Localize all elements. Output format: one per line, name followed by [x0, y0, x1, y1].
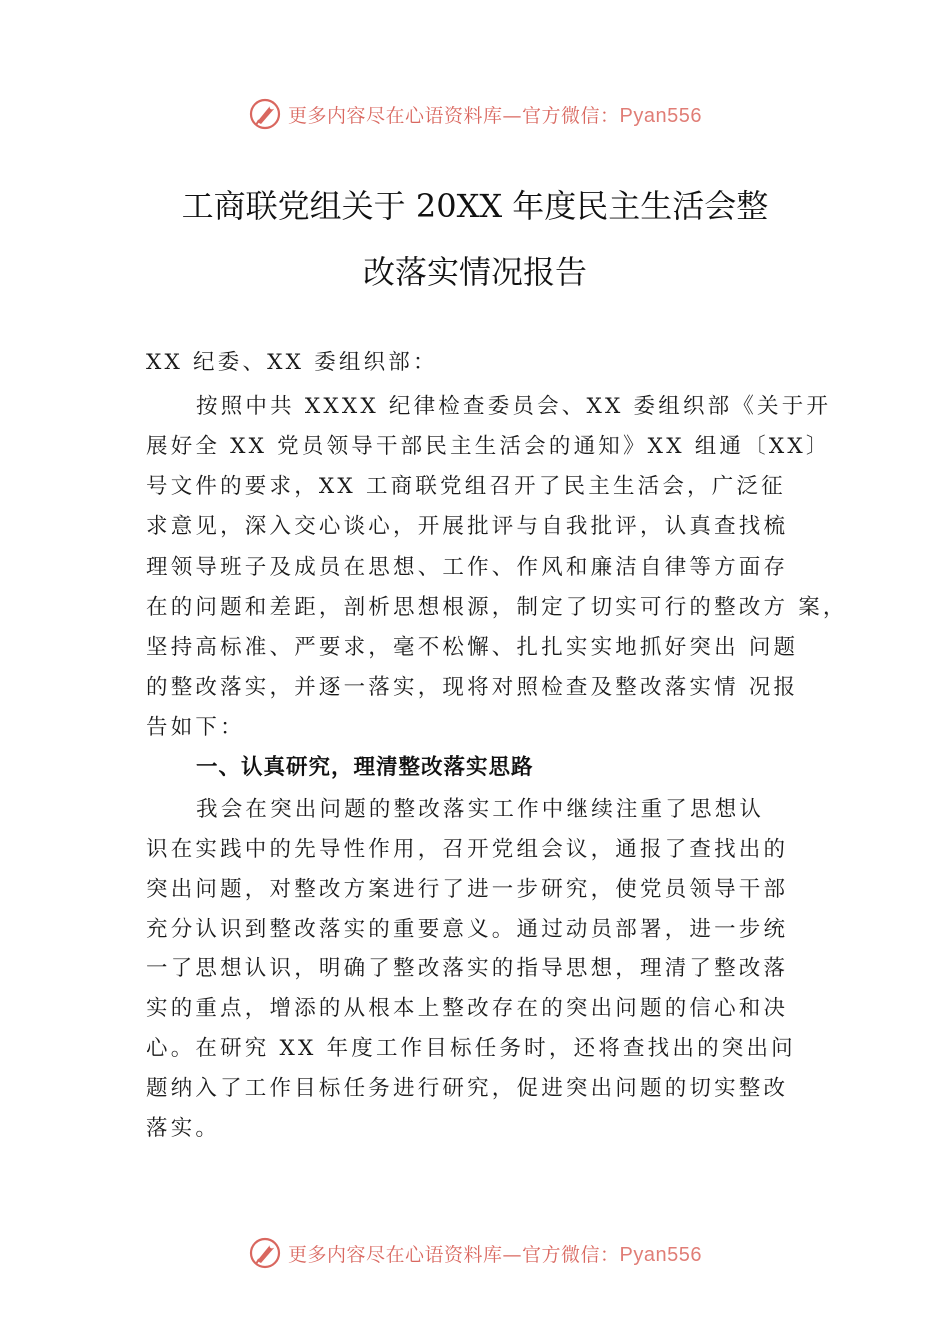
- quill-logo-icon: [248, 1236, 282, 1270]
- footer-watermark: [0, 1233, 950, 1273]
- paragraph-2-line: 一了思想认识，明确了整改落实的指导思想，理清了整改落: [146, 956, 789, 981]
- paragraph-1-line: 号文件的要求，XX 工商联党组召开了民主生活会，广泛征: [146, 474, 786, 499]
- watermark-text: 更多内容尽在心语资料库—官方微信：Pyan556: [288, 104, 702, 127]
- paragraph-1-line: 求意见，深入交心谈心，开展批评与自我批评，认真查找梳: [146, 514, 789, 539]
- section-heading-1: 一、认真研究，理清整改落实思路: [196, 755, 534, 780]
- paragraph-1-line: 告如下：: [146, 715, 245, 740]
- paragraph-1-line: 坚持高标准、严要求，毫不松懈、扎扎实实地抓好突出 问题: [146, 635, 799, 660]
- document-title-line-1: 工商联党组关于 20XX 年度民主生活会整: [181, 187, 769, 225]
- paragraph-1-line: 理领导班子及成员在思想、工作、作风和廉洁自律等方面存: [146, 555, 789, 580]
- paragraph-2-line: 我会在突出问题的整改落实工作中继续注重了思想认: [196, 797, 765, 822]
- salutation: XX 纪委、XX 委组织部：: [146, 350, 438, 375]
- quill-logo-icon: [248, 97, 282, 131]
- paragraph-2-line: 突出问题，对整改方案进行了进一步研究，使党员领导干部: [146, 877, 789, 902]
- paragraph-2-line: 心。在研究 XX 年度工作目标任务时，还将查找出的突出问: [146, 1036, 796, 1061]
- paragraph-1-line: 展好全 XX 党员领导干部民主生活会的通知》XX 组通〔XX〕: [146, 434, 831, 459]
- header-watermark: [0, 94, 950, 134]
- paragraph-2-line: 落实。: [146, 1116, 221, 1141]
- paragraph-2-line: 识在实践中的先导性作用，召开党组会议，通报了查找出的: [146, 837, 789, 862]
- paragraph-2-line: 题纳入了工作目标任务进行研究，促进突出问题的切实整改: [146, 1076, 789, 1101]
- paragraph-1-line: 的整改落实，并逐一落实，现将对照检查及整改落实情 况报: [146, 675, 799, 700]
- watermark-account: Pyan556: [619, 1243, 702, 1266]
- paragraph-2-line: 充分认识到整改落实的重要意义。通过动员部署，进一步统: [146, 917, 789, 942]
- paragraph-1-line: 按照中共 XXXX 纪律检查委员会、XX 委组织部《关于开: [196, 394, 832, 419]
- paragraph-2-line: 实的重点，增添的从根本上整改存在的突出问题的信心和决: [146, 996, 789, 1021]
- document-title-line-2: 改落实情况报告: [362, 253, 587, 291]
- watermark-text: 更多内容尽在心语资料库—官方微信：Pyan556: [288, 1243, 702, 1266]
- watermark-account: Pyan556: [619, 104, 702, 127]
- paragraph-1-line: 在的问题和差距，剖析思想根源，制定了切实可行的整改方 案，: [146, 595, 848, 620]
